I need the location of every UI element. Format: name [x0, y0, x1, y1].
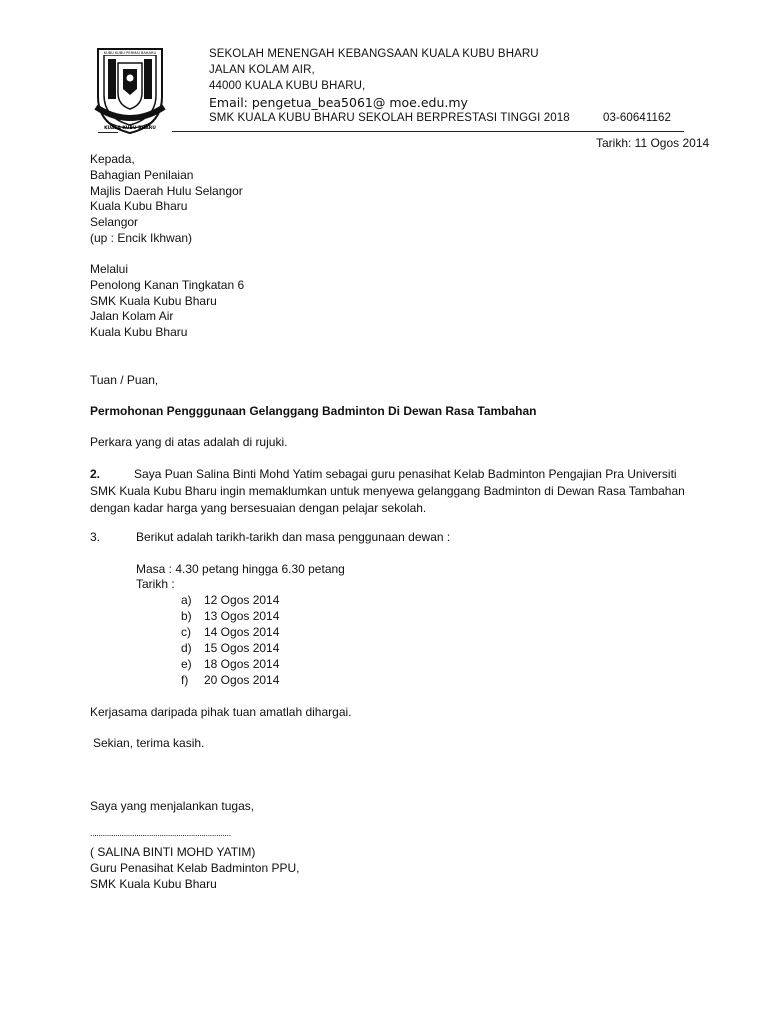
date-item-value: 13 Ogos 2014: [204, 609, 280, 623]
paragraph-3-text: Berikut adalah tarikh-tarikh dan masa penggunaan dewan :: [136, 530, 451, 544]
signature-line: ...................................................................: [90, 828, 231, 838]
recipient-line: Selangor: [90, 215, 139, 230]
signer-school: SMK Kuala Kubu Bharu: [90, 876, 217, 891]
via-line: Jalan Kolam Air: [90, 309, 174, 324]
logo-text-top: KUBU KUBU PERMAI BAHARU: [103, 51, 157, 55]
time-slot: Masa : 4.30 petang hingga 6.30 petang: [136, 562, 345, 576]
header-rule: [172, 131, 684, 132]
date-item-value: 15 Ogos 2014: [204, 641, 280, 655]
via-line: SMK Kuala Kubu Bharu: [90, 293, 217, 308]
via-block: [90, 262, 244, 341]
date-item-label: f): [181, 673, 189, 687]
recipient-line: Majlis Daerah Hulu Selangor: [90, 183, 243, 198]
closing-appreciation: Kerjasama daripada pihak tuan amatlah dihargai.: [90, 705, 352, 719]
date-item-label: e): [181, 657, 192, 671]
via-line: Melalui: [90, 262, 129, 276]
school-crest-logo: [92, 45, 168, 135]
dates-label: Tarikh :: [136, 577, 175, 591]
intro-sentence: Perkara yang di atas adalah di rujuki.: [90, 435, 288, 449]
date-item-label: c): [181, 625, 191, 639]
header-rule-left: [98, 132, 118, 133]
via-line: Penolong Kanan Tingkatan 6: [90, 277, 245, 292]
salutation: Tuan / Puan,: [90, 373, 159, 387]
closing-thanks: Sekian, terima kasih.: [93, 736, 205, 750]
school-name: SEKOLAH MENENGAH KEBANGSAAN KUALA KUBU BHARU: [209, 48, 539, 60]
letter-date: Tarikh: 11 Ogos 2014: [596, 136, 710, 150]
school-tagline: SMK KUALA KUBU BHARU SEKOLAH BERPRESTASI TINGGI 2018: [209, 112, 570, 124]
signer-name: ( SALINA BINTI MOHD YATIM): [90, 845, 256, 859]
paragraph-3-number: 3.: [90, 530, 101, 544]
school-address-line-1: JALAN KOLAM AIR,: [209, 64, 315, 76]
recipient-line: Bahagian Penilaian: [90, 167, 194, 182]
paragraph-2-text: Saya Puan Salina Binti Mohd Yatim sebagai guru penasihat Kelab Badminton Pengajian Pra Universiti SMK Kuala Kubu Bharu ingin memaklumkan untuk menyewa gelanggang Badminton di Dewan Rasa Tambahan dengan kadar harga yang bersesuaian dengan pelajar sekolah.: [90, 467, 685, 515]
school-address-line-2: 44000 KUALA KUBU BHARU,: [209, 80, 366, 92]
date-item-label: a): [181, 593, 192, 607]
date-item-label: b): [181, 609, 192, 623]
recipient-line: (up : Encik Ikhwan): [90, 230, 193, 245]
signer-block: [90, 845, 299, 892]
date-item-value: 20 Ogos 2014: [204, 673, 280, 687]
recipient-line: Kepada,: [90, 152, 135, 166]
date-item-value: 12 Ogos 2014: [204, 593, 280, 607]
date-item-label: d): [181, 641, 192, 655]
recipient-line: Kuala Kubu Bharu: [90, 199, 188, 214]
school-phone: 03-60641162: [603, 112, 672, 124]
school-email: Email: pengetua_bea5061@ moe.edu.my: [209, 95, 468, 110]
date-item-value: 14 Ogos 2014: [204, 625, 280, 639]
paragraph-2: [90, 466, 705, 517]
logo-text-bottom: KUALA KUBU BHARU: [104, 126, 156, 131]
date-item-value: 18 Ogos 2014: [204, 657, 280, 671]
letter-subject: Permohonan Pengggunaan Gelanggang Badminton Di Dewan Rasa Tambahan: [90, 404, 537, 418]
signoff: Saya yang menjalankan tugas,: [90, 799, 255, 813]
via-line: Kuala Kubu Bharu: [90, 325, 188, 340]
signer-title: Guru Penasihat Kelab Badminton PPU,: [90, 860, 300, 875]
recipient-block: [90, 152, 243, 247]
paragraph-2-number: 2.: [90, 467, 101, 481]
